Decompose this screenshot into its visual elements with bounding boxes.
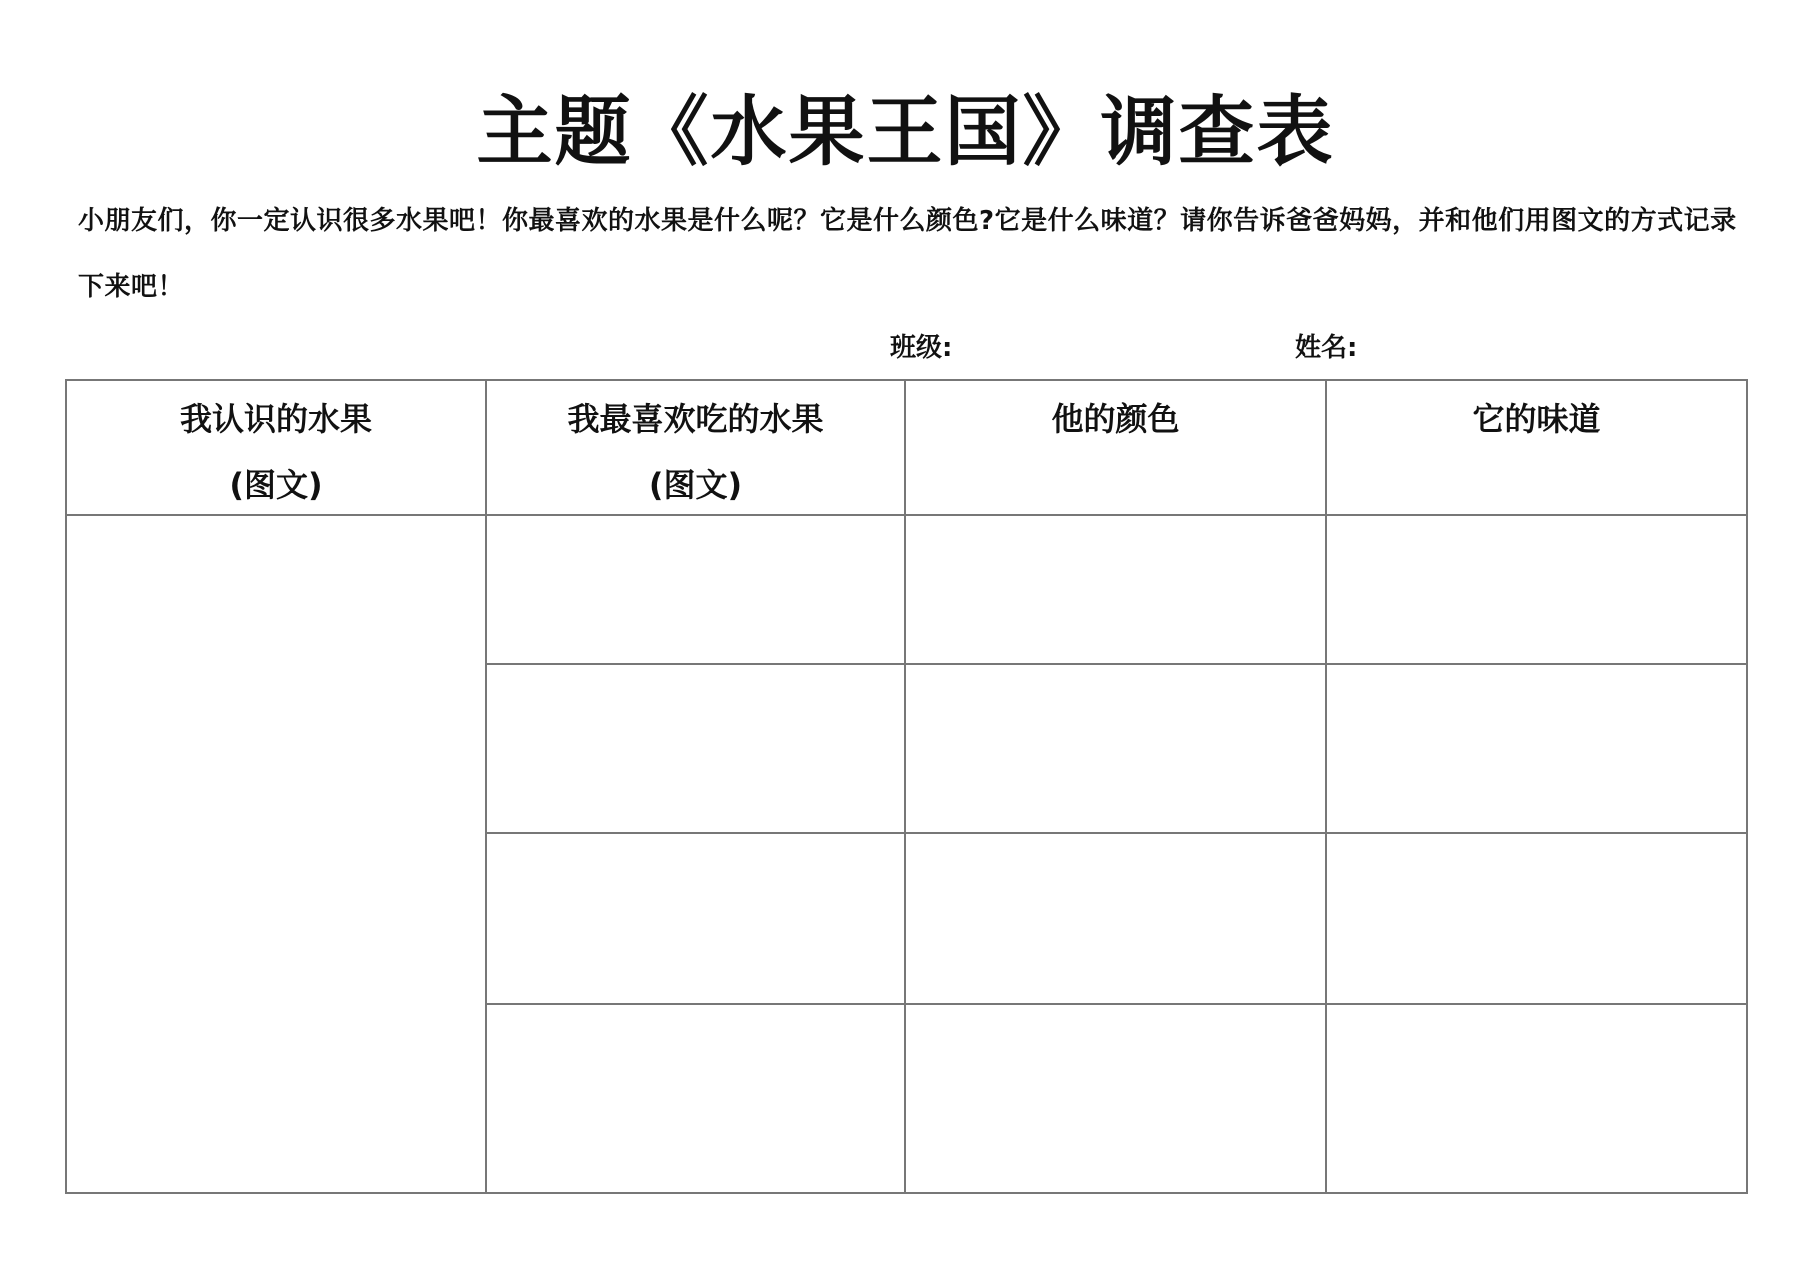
favorite-fruit-cell[interactable] — [486, 515, 905, 664]
header-color: 他的颜色 — [905, 380, 1326, 515]
color-cell[interactable] — [905, 1004, 1326, 1193]
color-cell[interactable] — [905, 664, 1326, 833]
name-field — [1295, 328, 1566, 368]
taste-cell[interactable] — [1326, 1004, 1747, 1193]
table-row — [66, 515, 1747, 664]
name-label: 姓名: — [1295, 333, 1358, 363]
header-known-fruits: 我认识的水果 (图文) — [66, 380, 486, 515]
taste-cell[interactable] — [1326, 833, 1747, 1004]
survey-table — [65, 379, 1748, 1194]
taste-cell[interactable] — [1326, 664, 1747, 833]
class-value[interactable] — [961, 334, 1161, 364]
color-cell[interactable] — [905, 515, 1326, 664]
header-taste: 它的味道 — [1326, 380, 1747, 515]
color-cell[interactable] — [905, 833, 1326, 1004]
favorite-fruit-cell[interactable] — [486, 664, 905, 833]
name-value[interactable] — [1366, 334, 1566, 364]
class-label: 班级: — [890, 333, 953, 363]
page-title: 主题《水果王国》调查表 — [476, 87, 1335, 176]
favorite-fruit-cell[interactable] — [486, 1004, 905, 1193]
taste-cell[interactable] — [1326, 515, 1747, 664]
header-favorite-fruit: 我最喜欢吃的水果 (图文) — [486, 380, 905, 515]
table-header-row — [66, 380, 1747, 515]
known-fruits-cell[interactable] — [66, 515, 486, 1193]
intro-paragraph: 小朋友们，你一定认识很多水果吧！你最喜欢的水果是什么呢？它是什么颜色?它是什么味道？请你告诉爸爸妈妈，并和他们用图文的方式记录下来吧！ — [78, 206, 1737, 302]
favorite-fruit-cell[interactable] — [486, 833, 905, 1004]
class-field — [890, 328, 1161, 368]
